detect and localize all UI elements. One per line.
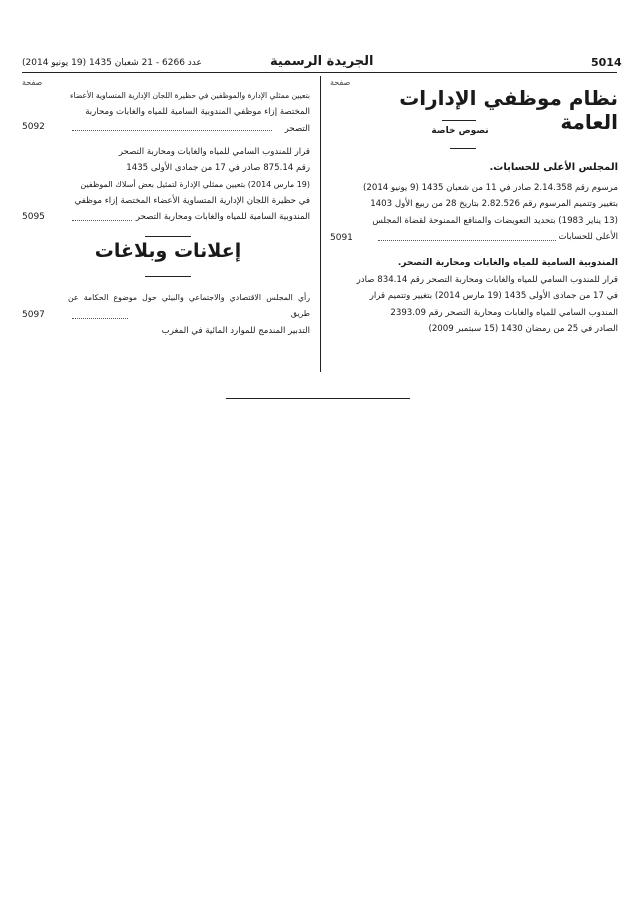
toc-page-number: 5091 [330,233,353,243]
text-line: بتعيين ممثلي الإدارة والموظفين في حظيرة اللجان الإدارية المتساوية الأعضاء [69,91,310,100]
header-rule [22,72,617,73]
page-label-right: صفحة [330,78,351,87]
subtitle-rule [450,148,476,149]
section-heading-waters: المندوبية السامية للمياه والغابات ومحاربة التصحر. [397,258,618,268]
toc-leader [72,220,132,221]
toc-page-number: 5092 [22,122,45,132]
announcements-title: إعلانات وبلاغات [94,240,242,262]
text-line: قرار للمندوب السامي للمياه والغابات ومحاربة التصحر رقم 834.14 صادر [356,275,618,285]
page-title: نظام موظفي الإدارات العامة [399,86,618,134]
entry3-text [68,290,310,339]
end-rule [226,398,410,399]
text-line: المندوبية السامية للمياه والغابات ومحاربة التصحر [134,209,310,225]
toc-leader [378,240,556,241]
page-label-left: صفحة [22,78,43,87]
entry2-text [68,144,310,225]
text-line: قرار للمندوب السامي للمياه والغابات ومحاربة التصحر [118,147,310,157]
title-rule [442,120,476,121]
section-heading-court: المجلس الأعلى للحسابات. [489,162,618,173]
section2-text [335,272,618,337]
text-line: الصادر في 25 من رمضان 1430 (15 سبتمبر 2009) [428,323,618,334]
text-line: التدبير المندمج للموارد المائية في المغرب [160,323,310,339]
journal-title: الجريدة الرسمية [270,54,374,69]
text-line: مرسوم رقم 2.14.358 صادر في 11 من شعبان 1435 (9 يونيو 2014) [363,183,618,193]
page-number: 5014 [591,56,622,69]
text-line: التصحر [284,123,310,134]
text-line: المختصة إزاء موظفي المندوبية السامية للمياه والغابات ومحاربة [85,107,310,118]
text-line: (19 مارس 2014) بتعيين ممثلي الإدارة لتمثيل بعض أسلاك الموظفين [80,179,310,189]
issue-info: عدد 6266 - 21 شعبان 1435 (19 يونيو 2014) [22,58,202,68]
toc-leader [72,318,128,319]
text-line: في حظيرة اللجان الإدارية المتساوية الأعضاء المختصة إزاء موظفي [74,195,310,206]
text-line: في 17 من جمادى الأولى 1435 (19 مارس 2014) بتغيير وتتميم قرار [369,291,618,302]
announcements-rule-bottom [145,276,191,277]
text-line: (13 يناير 1983) بتحديد التعويضات والمنافع الممنوحة لقضاة المجلس [372,215,618,226]
section1-text [335,180,618,245]
announcements-rule-top [145,236,191,237]
text-line: المندوب السامي للمياه والغابات ومحاربة التصحر رقم 2393.09 [390,307,618,318]
text-line: رقم 875.14 صادر في 17 من جمادى الأولى 1435 [126,163,310,174]
toc-page-number: 5095 [22,212,45,222]
toc-page-number: 5097 [22,310,45,320]
column-divider [320,76,321,372]
subtitle: نصوص خاصة [431,126,489,136]
text-line: الأعلى للحسابات [556,229,618,245]
text-line: رأي المجلس الاقتصادي والاجتماعي والبيئي حول موضوع الحكامة عن طريق [68,293,310,319]
toc-leader [72,130,272,131]
text-line: بتغيير وتتميم المرسوم رقم 2.82.526 بتاريخ 28 من ربيع الأول 1403 [370,199,618,210]
